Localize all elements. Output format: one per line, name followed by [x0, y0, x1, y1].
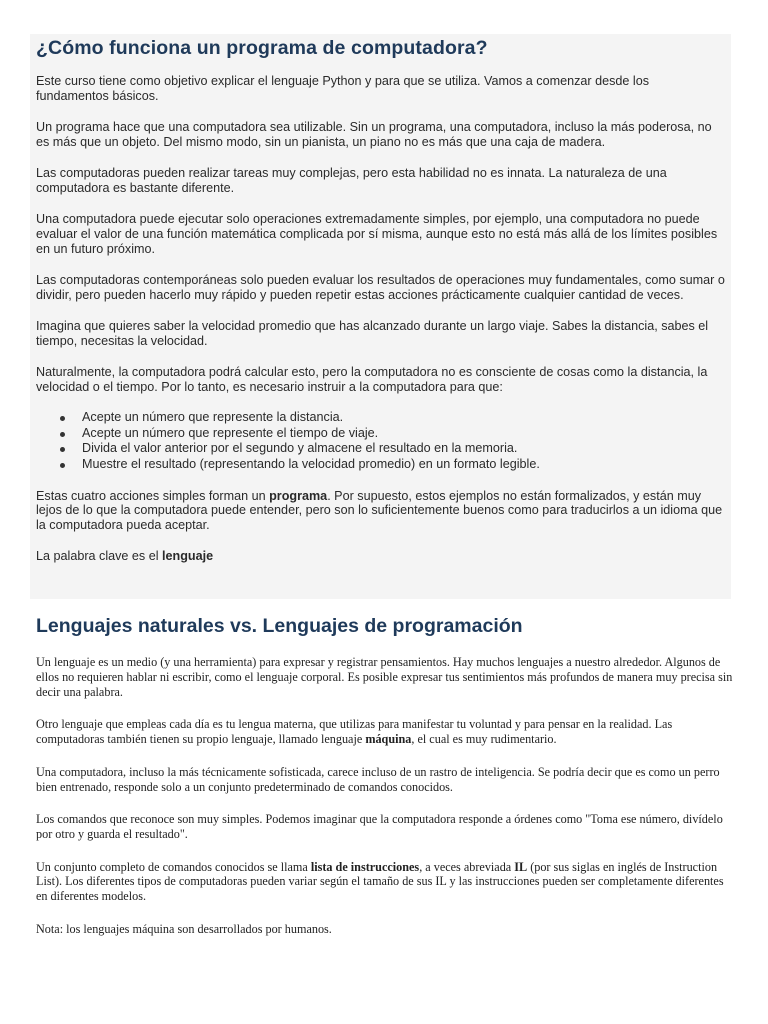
paragraph: Una computadora, incluso la más técnicamente sofisticada, carece incluso de un rastro de inteligencia. Se podría decir que es como un perro bien entrenado, responde solo a un conjunto predeterminado de comandos conocidos. [36, 764, 720, 794]
paragraph [36, 860, 736, 905]
paragraph: Las computadoras contemporáneas solo pueden evaluar los resultados de operaciones muy fundamentales, como sumar o dividir, pero pueden hacerlo muy rápido y pueden repetir estas acciones prácticamente cualquier cantidad de veces. [36, 272, 725, 302]
paragraph: Las computadoras pueden realizar tareas muy complejas, pero esta habilidad no es innata. La naturaleza de una computadora es bastante diferente. [36, 165, 667, 195]
paragraph: Un programa hace que una computadora sea utilizable. Sin un programa, una computadora, incluso la más poderosa, no es más que un objeto. Del mismo modo, sin un pianista, un piano no es más que una caja de madera. [36, 119, 712, 149]
section-title: Lenguajes naturales vs. Lenguajes de programación [36, 615, 523, 637]
paragraph [36, 489, 725, 533]
paragraph: Una computadora puede ejecutar solo operaciones extremadamente simples, por ejemplo, una computadora no puede evaluar el valor de una función matemática complicada por sí misma, aunque esto no está más allá de los límites posibles en un futuro próximo. [36, 211, 718, 256]
paragraph: Un lenguaje es un medio (y una herramienta) para expresar y registrar pensamientos. Hay muchos lenguajes a nuestro alrededor. Algunos de ellos no requieren hablar ni escribir, como el lenguaje corporal. Es posible expresar tus sentimientos más profundos de manera muy precisa sin decir una palabra. [36, 655, 733, 699]
paragraph [36, 717, 736, 747]
languages-section [36, 655, 736, 937]
text: Un conjunto completo de comandos conocidos se llama [36, 859, 311, 874]
paragraph: Los comandos que reconoce son muy simples. Podemos imaginar que la computadora responde a órdenes como "Toma ese número, divídelo por otro y guarda el resultado". [36, 812, 723, 842]
list-item [36, 457, 725, 473]
bullet-icon [60, 432, 65, 437]
text: Estas cuatro acciones simples forman un [36, 488, 270, 503]
bold-term: máquina [365, 732, 412, 747]
paragraph: Imagina que quieres saber la velocidad promedio que has alcanzado durante un largo viaje. Sabes la distancia, sabes el tiempo, necesitas la velocidad. [36, 318, 709, 348]
paragraph: Este curso tiene como objetivo explicar el lenguaje Python y para que se utiliza. Vamos a comenzar desde los fundamentos básicos. [36, 74, 649, 103]
section-title: ¿Cómo funciona un programa de computadora? [36, 37, 488, 59]
bold-term: IL [514, 859, 528, 874]
list-item-text: Acepte un número que represente el tiempo de viaje. [82, 425, 379, 440]
bullet-icon [60, 463, 65, 468]
list-item-text: Divida el valor anterior por el segundo y almacene el resultado en la memoria. [82, 441, 518, 456]
list-item [36, 410, 725, 426]
bold-term: lenguaje [162, 549, 214, 564]
instruction-list [36, 410, 725, 472]
text: , a veces abreviada [419, 859, 515, 874]
bullet-icon [60, 416, 65, 421]
paragraph: Nota: los lenguajes máquina son desarrollados por humanos. [36, 921, 332, 936]
text: . Por supuesto, estos ejemplos no están formalizados, y están muy lejos de lo que la computadora puede entender, pero son lo suficientemente buenos como para traducirlos a un idioma que la computadora pueda aceptar. [36, 488, 723, 533]
paragraph: Naturalmente, la computadora podrá calcular esto, pero la computadora no es consciente de cosas como la distancia, la velocidad o el tiempo. Por lo tanto, es necesario instruir a la computadora para que: [36, 364, 708, 394]
list-item-text: Acepte un número que represente la distancia. [82, 410, 344, 425]
text: La palabra clave es el [36, 549, 163, 564]
list-item [36, 441, 725, 457]
list-item-text: Muestre el resultado (representando la velocidad promedio) en un formato legible. [82, 456, 540, 471]
text: Otro lenguaje que empleas cada día es tu lengua materna, que utilizas para manifestar tu voluntad y para pensar en la realidad. Las computadoras también tienen su propio lenguaje, llamado lenguaje [36, 717, 673, 747]
intro-section [30, 34, 731, 599]
text: (por sus siglas en inglés de Instruction List). Los diferentes tipos de computadoras pueden variar según el tamaño de sus IL y las instrucciones pueden ser completamente diferentes en diferentes modelos. [36, 859, 724, 904]
paragraph [36, 549, 725, 564]
bold-term: programa [269, 488, 328, 503]
bold-term: lista de instrucciones [310, 859, 420, 874]
bullet-icon [60, 447, 65, 452]
text: , el cual es muy rudimentario. [411, 732, 557, 747]
list-item [36, 426, 725, 442]
